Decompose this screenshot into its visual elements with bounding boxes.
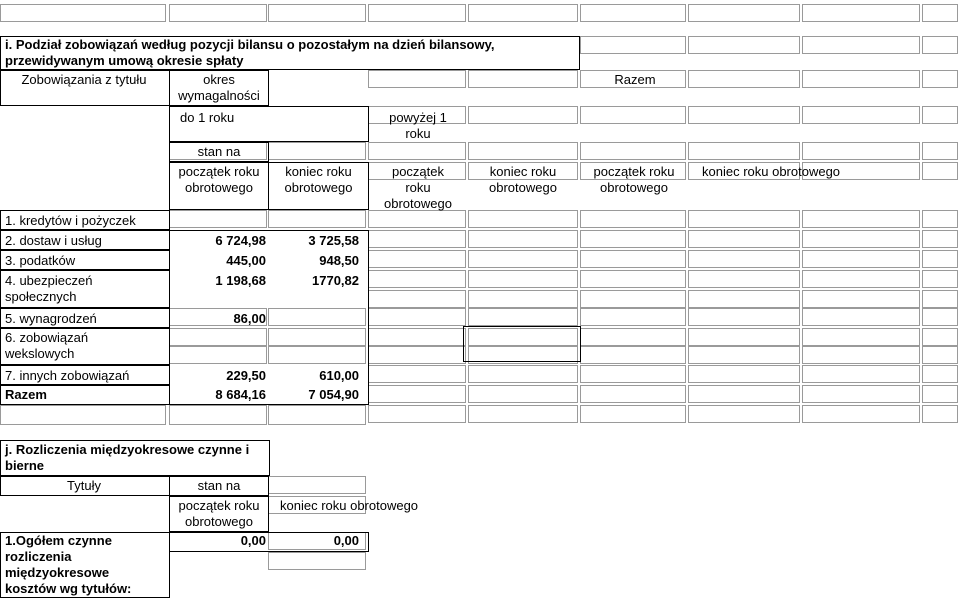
empty-grid-cell <box>580 250 686 268</box>
empty-grid-cell <box>468 290 578 308</box>
empty-grid-cell <box>580 365 686 383</box>
empty-grid-cell <box>268 4 366 22</box>
empty-grid-cell <box>580 385 686 403</box>
col1-header-l1: początek roku <box>178 164 260 179</box>
empty-grid-cell <box>468 405 578 423</box>
empty-grid-cell <box>580 328 686 346</box>
empty-grid-cell <box>169 405 267 425</box>
empty-grid-cell <box>922 328 958 346</box>
empty-grid-cell <box>0 4 166 22</box>
total-row-value-2: 7 054,90 <box>308 387 359 402</box>
empty-grid-cell <box>688 70 800 88</box>
empty-grid-cell <box>368 405 466 423</box>
header-asat-label: stan na <box>197 144 241 159</box>
empty-grid-cell <box>580 4 686 22</box>
header-upto1-label: do 1 roku <box>180 110 235 125</box>
header-period-label-1: okres <box>203 72 235 87</box>
j-col2-header: koniec roku obrotowego <box>280 498 419 513</box>
empty-grid-cell <box>268 210 366 228</box>
col1-header-l2: obrotowego <box>185 180 253 195</box>
section-i-title-line1: i. Podział zobowiązań według pozycji bilansu o pozostałym na dzień bilansowy, <box>5 37 495 52</box>
col4-header-l2: obrotowego <box>489 180 557 195</box>
empty-grid-cell <box>802 346 920 364</box>
empty-grid-cell <box>368 70 466 88</box>
empty-grid-cell <box>688 230 800 248</box>
empty-grid-cell <box>922 405 958 423</box>
empty-grid-cell <box>580 210 686 228</box>
row-7-label: 7. innych zobowiązań <box>5 368 130 383</box>
row-2-label: 2. dostaw i usług <box>5 233 102 248</box>
j-row-value-2: 0,00 <box>333 533 359 548</box>
empty-grid-cell <box>580 36 686 54</box>
empty-grid-cell <box>922 290 958 308</box>
header-total-label: Razem <box>614 72 656 87</box>
empty-grid-cell <box>468 365 578 383</box>
empty-grid-cell <box>0 405 166 425</box>
empty-grid-cell <box>368 365 466 383</box>
empty-grid-cell <box>368 270 466 288</box>
empty-grid-cell <box>802 290 920 308</box>
j-row-label-l4: kosztów wg tytułów: <box>5 581 132 596</box>
values-frame <box>169 230 369 405</box>
row-2-value-2: 3 725,58 <box>308 233 359 248</box>
empty-grid-cell <box>922 36 958 54</box>
empty-grid-cell <box>922 385 958 403</box>
empty-grid-cell <box>580 106 686 124</box>
col2-header-l2: obrotowego <box>284 180 353 195</box>
empty-grid-cell <box>468 250 578 268</box>
empty-grid-cell <box>802 328 920 346</box>
row-7-value-2: 610,00 <box>319 368 359 383</box>
empty-grid-cell <box>922 365 958 383</box>
empty-grid-cell <box>468 308 578 326</box>
empty-grid-cell <box>688 36 800 54</box>
empty-grid-cell <box>802 308 920 326</box>
empty-grid-cell <box>169 4 267 22</box>
empty-grid-cell <box>688 346 800 364</box>
empty-grid-cell <box>688 142 800 160</box>
empty-grid-cell <box>468 270 578 288</box>
section-j-title-line1: j. Rozliczenia międzyokresowe czynne i <box>5 442 250 457</box>
empty-grid-cell <box>268 552 366 570</box>
empty-grid-cell <box>368 230 466 248</box>
empty-grid-cell <box>580 308 686 326</box>
empty-grid-cell <box>368 250 466 268</box>
total-row-value-1: 8 684,16 <box>215 387 266 402</box>
empty-grid-cell <box>922 142 958 160</box>
row-6-label: 6. zobowiązań wekslowych <box>5 330 89 361</box>
empty-grid-cell <box>802 385 920 403</box>
col3-header-l2: roku <box>405 180 431 195</box>
row-5-label: 5. wynagrodzeń <box>5 311 97 326</box>
header-type-label: Zobowiązania z tytułu <box>21 72 147 87</box>
empty-grid-cell <box>688 308 800 326</box>
col3-header-l1: początek <box>391 164 445 179</box>
empty-grid-cell <box>580 290 686 308</box>
empty-grid-cell <box>922 270 958 288</box>
empty-grid-cell <box>580 142 686 160</box>
empty-grid-cell <box>688 385 800 403</box>
col2-header-l1: koniec roku <box>285 164 352 179</box>
empty-grid-cell <box>922 70 958 88</box>
empty-grid-cell <box>688 250 800 268</box>
empty-grid-cell <box>468 210 578 228</box>
empty-grid-cell <box>169 210 267 228</box>
col3-header-l3: obrotowego <box>384 196 452 211</box>
empty-grid-cell <box>802 36 920 54</box>
empty-grid-cell <box>688 270 800 288</box>
empty-grid-cell <box>688 328 800 346</box>
j-row-label-l3: międzyokresowe <box>5 565 110 580</box>
j-row-value-1: 0,00 <box>240 533 266 548</box>
empty-grid-cell <box>688 405 800 423</box>
row-4-label: 4. ubezpieczeń społecznych <box>5 273 93 304</box>
col5-header-l1: początek roku <box>593 164 675 179</box>
section-j-title-line2: bierne <box>5 458 45 473</box>
empty-grid-cell <box>468 70 578 88</box>
empty-grid-cell <box>802 210 920 228</box>
empty-grid-cell <box>268 142 366 160</box>
empty-grid-cell <box>802 70 920 88</box>
empty-grid-cell <box>268 405 366 425</box>
empty-grid-cell <box>922 250 958 268</box>
row-3-value-1: 445,00 <box>226 253 266 268</box>
empty-grid-cell <box>368 308 466 326</box>
row-2-value-1: 6 724,98 <box>215 233 266 248</box>
row-1-label: 1. kredytów i pożyczek <box>5 213 136 228</box>
empty-grid-cell <box>468 142 578 160</box>
empty-grid-cell <box>580 346 686 364</box>
empty-grid-cell <box>802 230 920 248</box>
empty-grid-cell <box>802 4 920 22</box>
empty-grid-cell <box>468 230 578 248</box>
empty-grid-cell <box>368 385 466 403</box>
j-header-asat: stan na <box>197 478 241 493</box>
empty-grid-cell <box>922 106 958 124</box>
j-col1-header-l2: obrotowego <box>185 514 253 529</box>
empty-grid-cell <box>580 270 686 288</box>
empty-grid-cell <box>580 230 686 248</box>
empty-grid-cell <box>468 385 578 403</box>
empty-grid-cell <box>368 210 466 228</box>
empty-grid-cell <box>802 250 920 268</box>
empty-grid-cell <box>922 210 958 228</box>
empty-grid-cell <box>688 365 800 383</box>
total-row-label: Razem <box>5 387 47 402</box>
empty-grid-cell <box>802 270 920 288</box>
empty-grid-cell <box>802 405 920 423</box>
empty-grid-cell <box>802 142 920 160</box>
highlighted-cell <box>463 326 581 362</box>
header-period-label-2: wymagalności <box>178 88 260 103</box>
j-row-label-l1: 1.Ogółem czynne <box>5 533 112 548</box>
row-4-value-1: 1 198,68 <box>215 273 266 288</box>
empty-grid-cell <box>368 328 466 346</box>
j-col1-header-l1: początek roku <box>178 498 260 513</box>
empty-grid-cell <box>802 365 920 383</box>
row-3-label: 3. podatków <box>5 253 76 268</box>
empty-grid-cell <box>922 162 958 180</box>
section-i-title-line2: przewidywanym umową okresie spłaty <box>5 53 244 68</box>
empty-grid-cell <box>268 476 366 494</box>
empty-grid-cell <box>580 405 686 423</box>
empty-grid-cell <box>368 4 466 22</box>
col6-header: koniec roku obrotowego <box>702 164 841 179</box>
row-4-value-2: 1770,82 <box>312 273 359 288</box>
empty-grid-cell <box>688 106 800 124</box>
empty-grid-cell <box>802 106 920 124</box>
row-3-value-2: 948,50 <box>319 253 359 268</box>
empty-grid-cell <box>368 142 466 160</box>
header-over1-label-1: powyżej 1 <box>389 110 447 125</box>
empty-grid-cell <box>468 106 578 124</box>
empty-grid-cell <box>368 346 466 364</box>
row-7-value-1: 229,50 <box>226 368 266 383</box>
empty-grid-cell <box>468 4 578 22</box>
empty-grid-cell <box>688 210 800 228</box>
col4-header-l1: koniec roku <box>489 164 557 179</box>
col5-header-l2: obrotowego <box>600 180 668 195</box>
empty-grid-cell <box>922 346 958 364</box>
j-row-label-l2: rozliczenia <box>5 549 72 564</box>
empty-grid-cell <box>688 290 800 308</box>
empty-grid-cell <box>688 4 800 22</box>
empty-grid-cell <box>922 308 958 326</box>
j-header-titles: Tytuły <box>67 478 101 493</box>
empty-grid-cell <box>922 230 958 248</box>
row-5-value-1: 86,00 <box>233 311 266 326</box>
header-over1-label-2: roku <box>405 126 431 141</box>
empty-grid-cell <box>922 4 958 22</box>
empty-grid-cell <box>368 290 466 308</box>
